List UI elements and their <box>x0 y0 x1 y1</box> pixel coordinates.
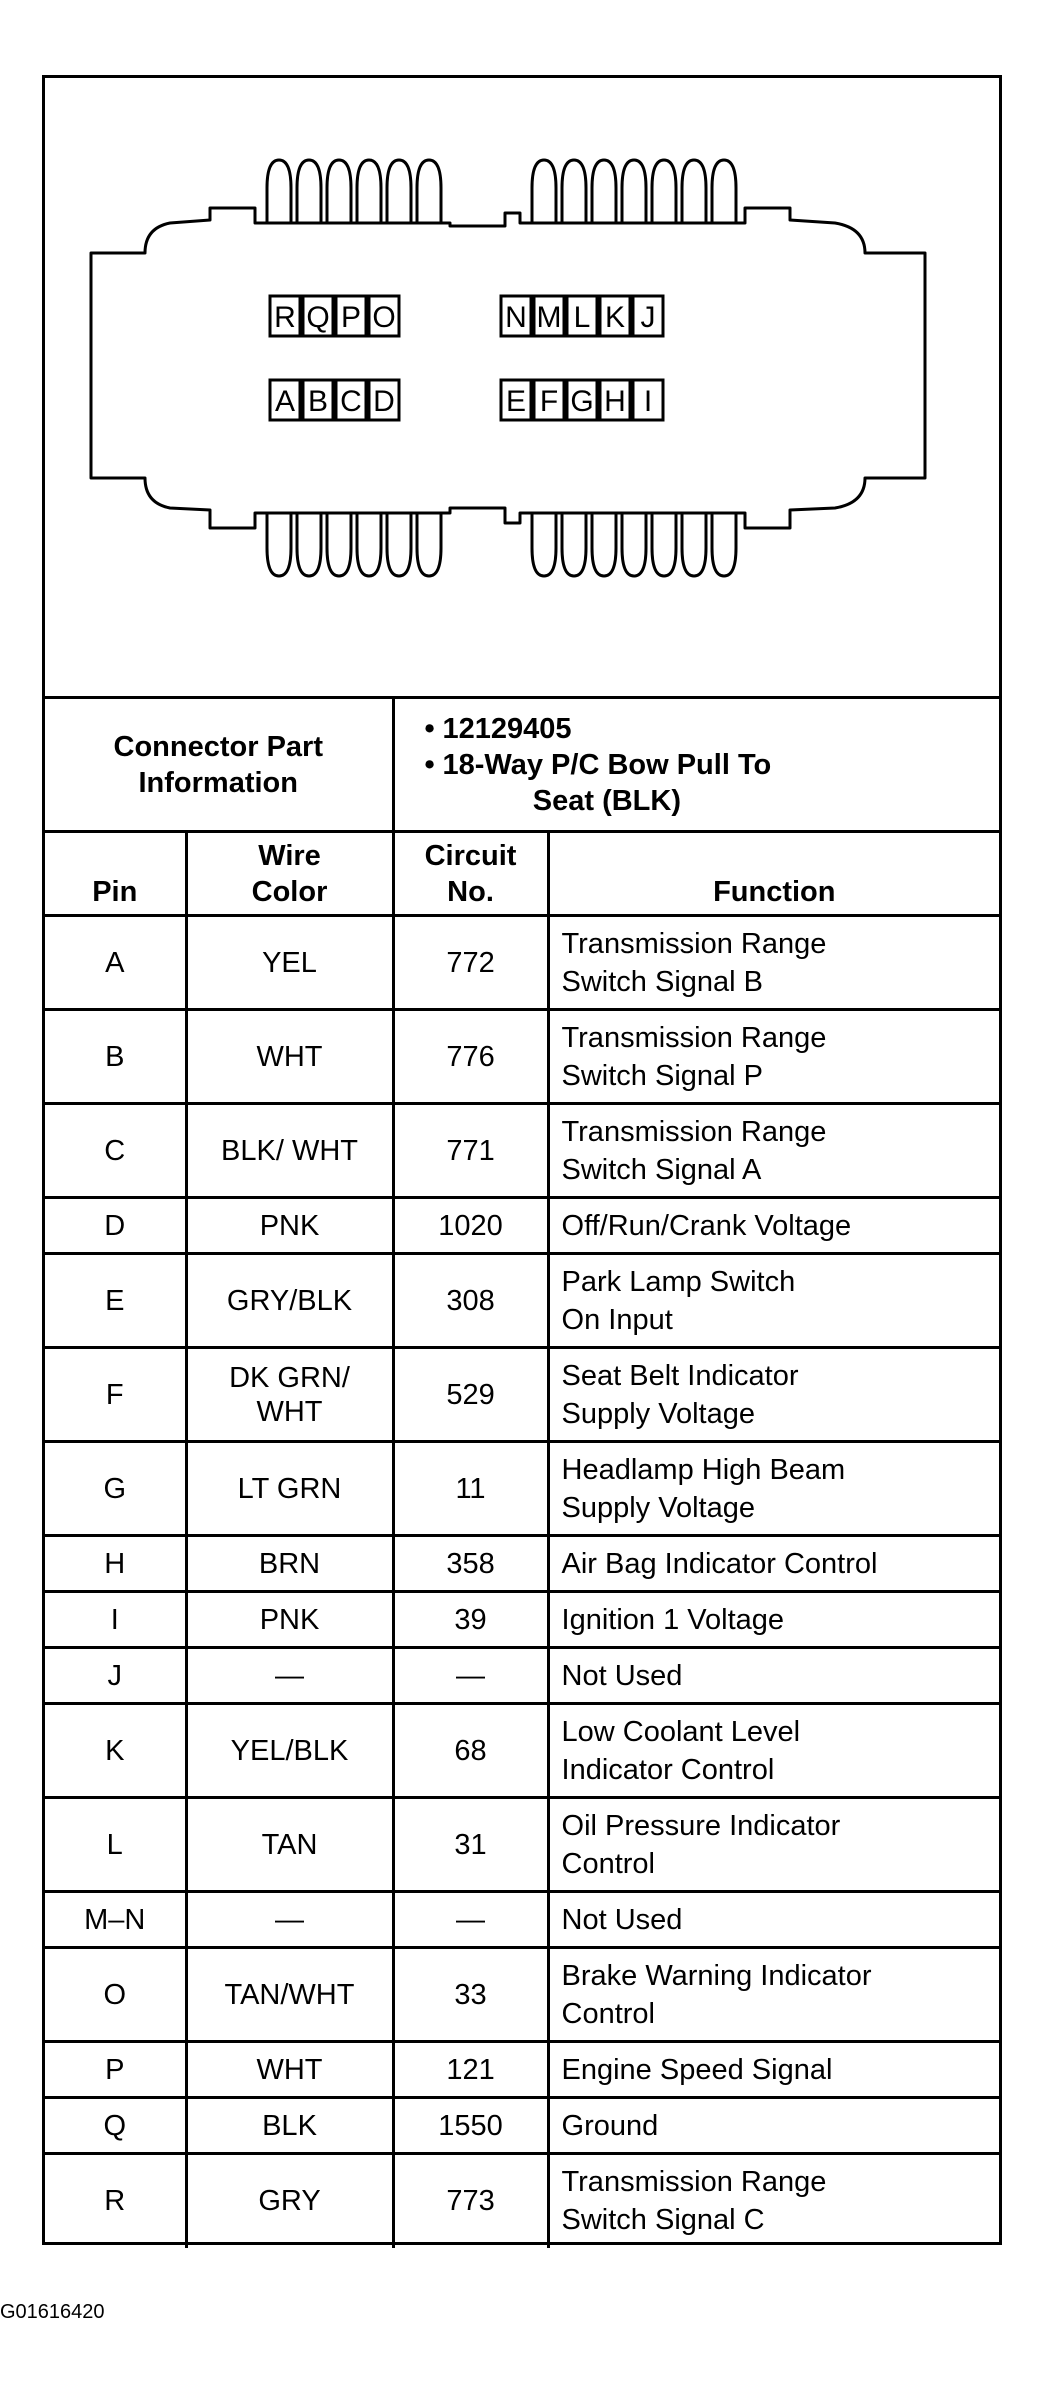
pin-cell: D <box>45 1198 186 1254</box>
wire-color-cell: DK GRN/ WHT <box>186 1348 393 1442</box>
wire-color-cell: GRY/BLK <box>186 1254 393 1348</box>
circuit-number-cell: 11 <box>393 1442 548 1536</box>
function-cell <box>548 1592 999 1648</box>
latch-fin <box>682 513 706 576</box>
function-cell <box>548 1254 999 1348</box>
circuit-number-cell: 33 <box>393 1948 548 2042</box>
pin-cell: F <box>45 1348 186 1442</box>
function-cell <box>548 1704 999 1798</box>
wire-color-cell: — <box>186 1648 393 1704</box>
function-line: Off/Run/Crank Voltage <box>561 1209 852 1242</box>
latch-fin <box>267 513 291 576</box>
latch-fin <box>682 160 706 223</box>
latch-fin <box>327 160 351 223</box>
function-line: Headlamp High Beam <box>561 1453 846 1486</box>
pin-cell: Q <box>45 2098 186 2154</box>
function-line: Switch Signal B <box>561 965 764 998</box>
circuit-number-cell: — <box>393 1892 548 1948</box>
pin-label: F <box>539 385 559 418</box>
header-wire-line2: Color <box>251 875 328 908</box>
function-line: Not Used <box>561 1659 683 1692</box>
pin-cell: R <box>45 2154 186 2248</box>
table-row <box>45 916 999 1010</box>
function-line: Transmission Range <box>561 1115 827 1148</box>
table-row <box>45 1348 999 1442</box>
pin-cell: G <box>45 1442 186 1536</box>
table-row <box>45 2042 999 2098</box>
function-cell <box>548 1010 999 1104</box>
function-line: Switch Signal A <box>561 1153 762 1186</box>
function-cell <box>548 2098 999 2154</box>
connector-info-label <box>45 698 393 832</box>
latch-fin <box>417 513 441 576</box>
pinout-table <box>45 696 999 2248</box>
pin-label: D <box>373 385 395 418</box>
header-wire-line1: Wire <box>258 839 321 872</box>
function-line: Engine Speed Signal <box>561 2053 833 2086</box>
pin-label: K <box>604 301 626 334</box>
function-line: Supply Voltage <box>561 1397 755 1430</box>
pin-label: I <box>643 385 653 418</box>
latch-fin <box>267 160 291 223</box>
table-row <box>45 1536 999 1592</box>
table-row <box>45 1254 999 1348</box>
header-circuit-line2: No. <box>447 875 494 908</box>
wire-color-cell: BLK <box>186 2098 393 2154</box>
circuit-number-cell: 771 <box>393 1104 548 1198</box>
latch-fin <box>622 160 646 223</box>
pin-label: C <box>340 385 362 418</box>
pin-label: O <box>372 301 396 334</box>
pin-cell: M–N <box>45 1892 186 1948</box>
latch-fin <box>712 160 736 223</box>
bullet-icon: • <box>424 748 435 781</box>
connector-info-row <box>45 698 999 832</box>
bullet-icon: • <box>424 712 435 745</box>
top-pin-row <box>270 296 663 336</box>
circuit-number-cell: 773 <box>393 2154 548 2248</box>
header-function: Function <box>548 832 999 916</box>
connector-description <box>443 747 772 819</box>
latch-fin <box>562 160 586 223</box>
function-line: Transmission Range <box>561 2166 827 2199</box>
function-line: Transmission Range <box>561 1021 827 1054</box>
table-row <box>45 2098 999 2154</box>
table-row <box>45 1010 999 1104</box>
circuit-number-cell: 1020 <box>393 1198 548 1254</box>
function-cell <box>548 1198 999 1254</box>
circuit-number-cell: 776 <box>393 1010 548 1104</box>
function-line: Switch Signal P <box>561 1059 764 1092</box>
bottom-pin-row <box>270 380 663 420</box>
header-wire-color <box>186 832 393 916</box>
info-label-line2: Information <box>138 766 298 799</box>
wire-color-cell: YEL/BLK <box>186 1704 393 1798</box>
wire-color-cell: PNK <box>186 1198 393 1254</box>
wire-color-cell: TAN <box>186 1798 393 1892</box>
header-pin: Pin <box>45 832 186 916</box>
pin-cell: E <box>45 1254 186 1348</box>
function-cell <box>548 1348 999 1442</box>
circuit-number-cell: 358 <box>393 1536 548 1592</box>
table-row <box>45 1948 999 2042</box>
function-line: Control <box>561 1997 656 2030</box>
table-row <box>45 1704 999 1798</box>
wire-color-cell: PNK <box>186 1592 393 1648</box>
function-line: Switch Signal C <box>561 2204 765 2237</box>
pin-label: E <box>505 385 527 418</box>
pin-label: J <box>640 301 656 334</box>
table-row <box>45 1648 999 1704</box>
function-line: Not Used <box>561 1903 683 1936</box>
pin-cell: I <box>45 1592 186 1648</box>
latch-fin <box>712 513 736 576</box>
table-row <box>45 1798 999 1892</box>
pin-label: L <box>573 301 591 334</box>
function-line: Ground <box>561 2109 659 2142</box>
table-header-row <box>45 832 999 916</box>
pin-label: R <box>274 301 296 334</box>
latch-fin <box>562 513 586 576</box>
pin-label: A <box>274 385 296 418</box>
function-line: Ignition 1 Voltage <box>561 1603 785 1636</box>
pin-cell: O <box>45 1948 186 2042</box>
table-row <box>45 1892 999 1948</box>
function-cell <box>548 1648 999 1704</box>
figure-code: G01616420 <box>0 2301 105 2323</box>
latch-fin <box>592 160 616 223</box>
pin-cell: B <box>45 1010 186 1104</box>
circuit-number-cell: 308 <box>393 1254 548 1348</box>
function-line: Control <box>561 1847 656 1880</box>
latch-fin <box>297 160 321 223</box>
function-line: Air Bag Indicator Control <box>561 1547 878 1580</box>
latch-fin <box>297 513 321 576</box>
top-latch-fins <box>267 160 736 223</box>
pin-cell: J <box>45 1648 186 1704</box>
pin-label: B <box>307 385 329 418</box>
function-line: On Input <box>561 1303 673 1336</box>
pin-label: N <box>505 301 527 334</box>
info-label-line1: Connector Part <box>113 730 323 763</box>
latch-fin <box>417 160 441 223</box>
latch-fin <box>652 513 676 576</box>
latch-fin <box>592 513 616 576</box>
circuit-number-cell: 31 <box>393 1798 548 1892</box>
pin-cell: C <box>45 1104 186 1198</box>
wire-color-cell: BLK/ WHT <box>186 1104 393 1198</box>
wire-color-cell: — <box>186 1892 393 1948</box>
table-row <box>45 1104 999 1198</box>
table-row <box>45 1198 999 1254</box>
function-line: Indicator Control <box>561 1753 775 1786</box>
pin-label: M <box>536 301 562 334</box>
latch-fin <box>652 160 676 223</box>
table-row <box>45 1592 999 1648</box>
pin-cell: A <box>45 916 186 1010</box>
pin-label: P <box>340 301 362 334</box>
pin-cell: K <box>45 1704 186 1798</box>
function-cell <box>548 1442 999 1536</box>
function-cell <box>548 916 999 1010</box>
wire-color-cell: BRN <box>186 1536 393 1592</box>
connector-face-diagram <box>45 78 999 696</box>
description-line1: 18-Way P/C Bow Pull To <box>442 748 772 781</box>
function-line: Brake Warning Indicator <box>561 1959 872 1992</box>
latch-fin <box>622 513 646 576</box>
wire-color-cell: LT GRN <box>186 1442 393 1536</box>
function-cell <box>548 1104 999 1198</box>
bottom-latch-fins <box>267 513 736 576</box>
circuit-number-cell: 1550 <box>393 2098 548 2154</box>
part-number: 12129405 <box>442 712 572 745</box>
table-row <box>45 2154 999 2248</box>
pin-cell: H <box>45 1536 186 1592</box>
function-cell <box>548 2042 999 2098</box>
pin-label: Q <box>306 301 330 334</box>
pin-cell: P <box>45 2042 186 2098</box>
latch-fin <box>387 160 411 223</box>
circuit-number-cell: 772 <box>393 916 548 1010</box>
function-line: Supply Voltage <box>561 1491 755 1524</box>
circuit-number-cell: 529 <box>393 1348 548 1442</box>
wire-color-cell: YEL <box>186 916 393 1010</box>
circuit-number-cell: 121 <box>393 2042 548 2098</box>
header-circuit-line1: Circuit <box>424 839 517 872</box>
function-line: Low Coolant Level <box>561 1715 801 1748</box>
function-cell <box>548 1536 999 1592</box>
description-line2: Seat (BLK) <box>532 784 681 817</box>
function-line: Transmission Range <box>561 927 827 960</box>
latch-fin <box>327 513 351 576</box>
function-cell <box>548 1892 999 1948</box>
connector-housing-outline <box>91 208 925 528</box>
header-circuit-no <box>393 832 548 916</box>
pin-label: G <box>570 385 594 418</box>
latch-fin <box>387 513 411 576</box>
circuit-number-cell: 68 <box>393 1704 548 1798</box>
connector-info-details <box>393 698 999 832</box>
latch-fin <box>532 513 556 576</box>
function-line: Oil Pressure Indicator <box>561 1809 841 1842</box>
function-cell <box>548 2154 999 2248</box>
function-line: Park Lamp Switch <box>561 1265 796 1298</box>
table-row <box>45 1442 999 1536</box>
wire-color-cell: WHT <box>186 1010 393 1104</box>
connector-sheet <box>42 75 1002 2245</box>
function-cell <box>548 1948 999 2042</box>
latch-fin <box>357 513 381 576</box>
pin-cell: L <box>45 1798 186 1892</box>
latch-fin <box>357 160 381 223</box>
function-cell <box>548 1798 999 1892</box>
wire-color-cell: WHT <box>186 2042 393 2098</box>
circuit-number-cell: 39 <box>393 1592 548 1648</box>
circuit-number-cell: — <box>393 1648 548 1704</box>
wire-color-cell: GRY <box>186 2154 393 2248</box>
function-line: Seat Belt Indicator <box>561 1359 799 1392</box>
wire-color-cell: TAN/WHT <box>186 1948 393 2042</box>
pin-label: H <box>604 385 626 418</box>
latch-fin <box>532 160 556 223</box>
